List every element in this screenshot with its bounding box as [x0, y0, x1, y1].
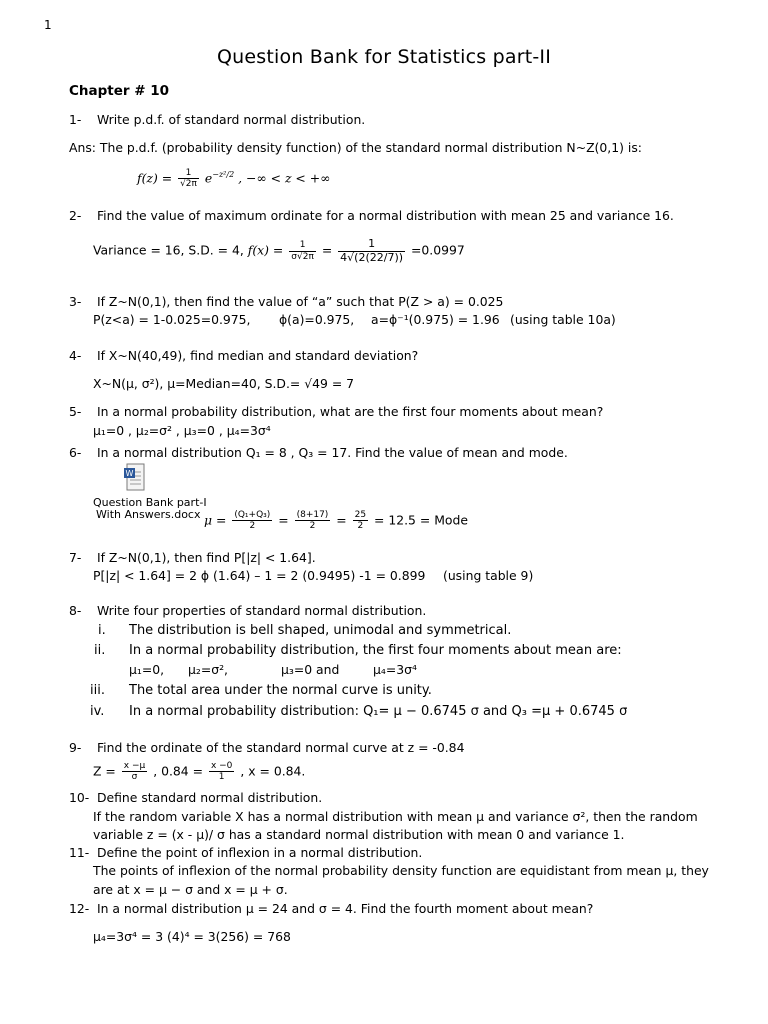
result: =0.0997: [411, 242, 465, 258]
list-item: In a normal probability distribution: Q₁= μ − 0.6745 σ and Q₃ =μ + 0.6745 σ: [129, 704, 628, 719]
question-number: 12-: [69, 901, 90, 916]
question-text: In a normal distribution Q₁ = 8 , Q₃ = 17. Find the value of mean and mode.: [96, 445, 568, 460]
denominator: 1: [218, 772, 225, 783]
numerator: (8+17): [296, 510, 329, 520]
answer-4: X~N(μ, σ²), μ=Median=40, S.D.= √49 = 7: [93, 376, 355, 391]
answer-10-line-2: variable z = (x - μ)/ σ has a standard normal distribution with mean 0 and variance 1.: [93, 827, 625, 842]
answer-1: Ans: The p.d.f. (probability density function) of the standard normal distribution N~Z(0,1) is:: [69, 140, 642, 155]
attachment-label[interactable]: Question Bank part-I: [93, 496, 207, 509]
denominator: 2: [357, 521, 364, 532]
numerator: 1: [289, 240, 316, 251]
word-document-icon[interactable]: [124, 463, 146, 493]
question-3: [69, 295, 503, 310]
moment-1: μ₁=0,: [129, 662, 165, 677]
denominator: 4√(2(22/7)): [340, 250, 404, 264]
numerator: x −μ: [123, 761, 146, 771]
question-text: Write four properties of standard normal distribution.: [96, 603, 427, 618]
fraction: [295, 510, 331, 532]
question-11: [69, 846, 422, 861]
list-item: In a normal probability distribution, the first four moments about mean are:: [129, 643, 622, 658]
list-item-label: ii.: [94, 643, 106, 658]
question-number: 7-: [69, 550, 82, 565]
numerator: 1: [338, 238, 405, 252]
question-text: Define standard normal distribution.: [96, 790, 323, 805]
list-item-label: i.: [98, 623, 106, 638]
range: , −∞ < z < +∞: [238, 170, 331, 186]
question-number: 2-: [69, 208, 82, 223]
page-number: 1: [44, 18, 52, 32]
question-text: If Z~N(0,1), then find P[|z| < 1.64].: [96, 550, 316, 565]
answer-7: P[|z| < 1.64] = 2 ϕ (1.64) – 1 = 2 (0.9495) -1 = 0.899: [93, 568, 426, 583]
mean-symbol: μ =: [204, 512, 227, 528]
answer-9: [93, 761, 305, 783]
answer-part: Z =: [93, 763, 116, 779]
answer-11-line-2: are at x = μ − σ and x = μ + σ.: [93, 882, 288, 897]
list-item-label: iii.: [90, 683, 105, 698]
formula-lhs: f(z) =: [137, 170, 173, 186]
answer-part: f(x) =: [247, 242, 284, 258]
result: = 12.5 = Mode: [374, 512, 468, 528]
denominator: σ√2π: [291, 251, 314, 262]
fraction: [289, 240, 316, 262]
answer-part: , 0.84 =: [153, 763, 203, 779]
question-9: [69, 741, 464, 756]
question-number: 6-: [69, 445, 82, 460]
question-number: 8-: [69, 603, 82, 618]
list-item-label: iv.: [90, 704, 105, 719]
answer-3a: P(z<a) = 1-0.025=0.975,: [93, 312, 251, 327]
question-7: [69, 551, 316, 566]
question-text: In a normal distribution μ = 24 and σ = 4. Find the fourth moment about mean?: [96, 901, 594, 916]
exponential: e: [204, 170, 213, 186]
question-number: 11-: [69, 845, 90, 860]
answer-12: μ₄=3σ⁴ = 3 (4)⁴ = 3(256) = 768: [93, 929, 291, 944]
question-number: 4-: [69, 348, 82, 363]
list-item: The distribution is bell shaped, unimodal and symmetrical.: [129, 623, 512, 638]
answer-3b: ϕ(a)=0.975,: [279, 312, 355, 327]
question-text: Find the ordinate of the standard normal curve at z = -0.84: [96, 740, 465, 755]
question-text: If Z~N(0,1), then find the value of “a” such that P(Z > a) = 0.025: [96, 294, 504, 309]
numerator: 1: [178, 168, 199, 179]
question-number: 3-: [69, 294, 82, 309]
page-title: Question Bank for Statistics part-II: [216, 46, 552, 68]
svg-text:W: W: [125, 469, 134, 478]
answer-7-note: (using table 9): [443, 568, 534, 583]
numerator: x −0: [210, 761, 233, 771]
question-8: [69, 604, 426, 619]
fraction: [353, 510, 368, 532]
question-number: 5-: [69, 404, 82, 419]
fraction: [209, 761, 234, 783]
attachment-label[interactable]: With Answers.docx: [96, 508, 201, 521]
question-6: [69, 446, 568, 461]
numerator: (Q₁+Q₃): [234, 510, 271, 520]
question-2: [69, 209, 674, 224]
fraction: [122, 761, 147, 783]
equals: =: [336, 512, 347, 528]
question-number: 9-: [69, 740, 82, 755]
question-number: 1-: [69, 112, 82, 127]
formula-1: [137, 168, 330, 190]
question-text: Write p.d.f. of standard normal distribution.: [96, 112, 366, 127]
fraction: [338, 238, 405, 264]
question-text: Define the point of inflexion in a normal distribution.: [96, 845, 423, 860]
answer-3d: (using table 10a): [510, 312, 616, 327]
equals: =: [278, 512, 289, 528]
moment-2: μ₂=σ²,: [188, 662, 228, 677]
answer-5: μ₁=0 , μ₂=σ² , μ₃=0 , μ₄=3σ⁴: [93, 423, 271, 438]
denominator: 2: [249, 521, 256, 532]
fraction: [178, 168, 199, 190]
question-1: [69, 113, 365, 128]
question-text: Find the value of maximum ordinate for a normal distribution with mean 25 and variance 16.: [96, 208, 674, 223]
fraction: [232, 510, 272, 532]
answer-3c: a=ϕ⁻¹(0.975) = 1.96: [371, 312, 500, 327]
question-10: [69, 791, 322, 806]
moment-4: μ₄=3σ⁴: [373, 662, 417, 677]
question-5: [69, 405, 603, 420]
numerator: 25: [354, 510, 367, 520]
answer-10-line-1: If the random variable X has a normal distribution with mean μ and variance σ², then the random: [93, 809, 698, 824]
answer-6: [204, 510, 468, 532]
question-text: In a normal probability distribution, what are the first four moments about mean?: [96, 404, 604, 419]
denominator: 2: [309, 521, 316, 532]
denominator: √2π: [180, 179, 197, 190]
question-text: If X~N(40,49), find median and standard deviation?: [96, 348, 419, 363]
answer-2: [93, 238, 465, 264]
result: , x = 0.84.: [240, 763, 306, 779]
chapter-heading: Chapter # 10: [69, 83, 170, 99]
equals: =: [321, 242, 333, 258]
moment-3: μ₃=0 and: [281, 662, 340, 677]
list-item: The total area under the normal curve is unity.: [129, 683, 432, 698]
exponent: −z²/2: [212, 170, 235, 180]
question-12: [69, 902, 593, 917]
question-4: [69, 349, 418, 364]
answer-part: Variance = 16, S.D. = 4,: [93, 242, 244, 258]
answer-11-line-1: The points of inflexion of the normal probability density function are equidistant from mean μ, they: [93, 863, 709, 878]
denominator: σ: [131, 772, 138, 783]
question-number: 10-: [69, 790, 90, 805]
